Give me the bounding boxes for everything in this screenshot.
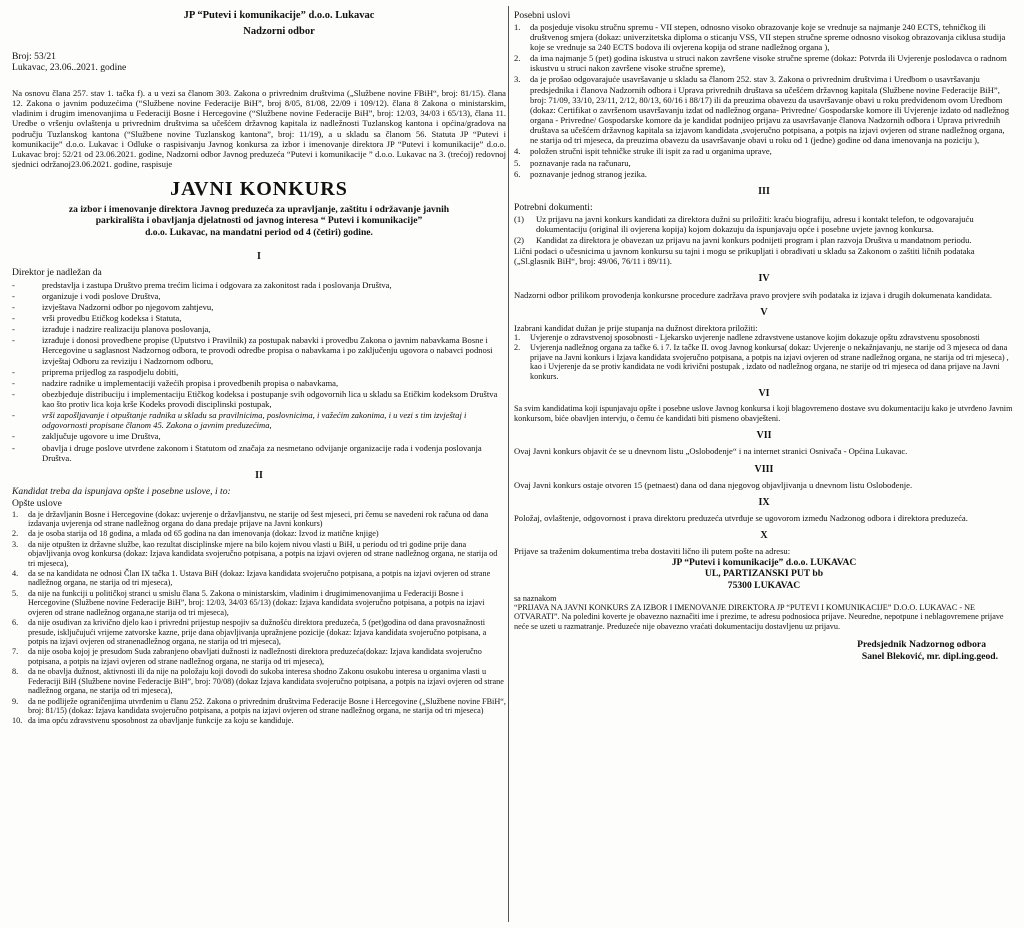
section-heading-7: VII [756, 430, 772, 442]
list-item: (1) Uz prijavu na javni konkurs kandidati za direktora dužni su priložiti: kraću biografiju, adresu i kontakt telefon, te odgovarajuću dokumentaciju (original ili ovjerena kopija) kojom dokazuju da ispunjavaju opće i posebne uvjete javnog konkursa. [514, 213, 974, 234]
list-item: 1. da je državljanin Bosne i Hercegovine (dokaz: uvjerenje o državljanstvu, ne starije od šest mjeseci, pri čemu se navedeni rok računa od dana izdavanja uvjerenja od strane nadležnog organa do dana predaje prijave na Javni konkurs) [12, 509, 489, 528]
section-heading-10: X [760, 530, 768, 542]
section-heading-5: V [760, 306, 768, 318]
section-9-text: Položaj, ovlaštenje, odgovornost i prava direktoru preduzeća utvrđuje se ugovorom između Nadzonog odbora i direktora preduzeća. [514, 513, 968, 524]
list-item: - izrađuje i donosi provedbene propise (Uputstvo i Pravilnik) za postupak nabavki i provedbu Zakona o javnim nabavkama Bosne i Hercegovine u saglasnost Nadzornog odbora, te provodi odredbe propisa o nabavkama i po zaključenju ugovora o nabavci podnosi izvještaj Odboru za reviziju i Nadzornom odboru, [12, 335, 506, 365]
list-item: 5. poznavanje rada na računaru, [514, 157, 631, 168]
signature-name: Sanel Bleković, mr. dipl.ing.geod. [861, 651, 998, 663]
document-number: Broj: 53/21 [12, 50, 56, 62]
special-conditions-list [514, 22, 1014, 179]
conditions-intro: Kandidat treba da ispunjava opšte i posebne uslove, i to: [12, 486, 231, 498]
general-conditions-heading: Opšte uslove [12, 497, 62, 509]
list-item: - priprema prijedlog za raspodjelu dobiti, [12, 367, 506, 377]
list-item: - nadzire radnike u implementaciji važećih propisa i provedbenih propisa o nabavkama, [12, 378, 506, 388]
subtitle-line1: za izbor i imenovanje direktora Javnog preduzeća za upravljanje, zaštitu i održavanje javnih parkirališta i obavljanja djelatnosti od javnog interesa “ Putevi i komunikacije” [68, 203, 450, 227]
section-heading-9: IX [758, 496, 770, 508]
privacy-note: Lični podaci o učesnicima u javnom konkursu su tajni i mogu se prikupljati i obrađivati u skladu sa Zakonom o zaštiti ličnih podataka („Sl.glasnik BiH“, broj: 49/06, 76/11 i 89/11). [514, 246, 975, 267]
list-item: - izvještava Nadzorni odbor po njegovom zahtjevu, [12, 302, 506, 312]
section-heading-1: I [257, 250, 261, 262]
documents-list [514, 214, 1014, 245]
section-5-list [514, 333, 1014, 381]
left-column [12, 10, 506, 727]
list-item: - vrši provedbu Etičkog kodeksa i Statuta, [12, 313, 506, 323]
signature-title: Predsjednik Nadzornog odbora [857, 639, 986, 651]
section-7-text: Ovaj Javni konkurs objavit će se u dnevnom listu „Oslobođenje“ i na internet stranici Osnivača - Općina Lukavac. [514, 446, 908, 457]
special-conditions-heading: Posebni uslovi [514, 10, 571, 21]
list-item: - obezbjeđuje distribuciju i implementaciju Etičkog kodeksa i postupanje svih odgovornih lica u skladu sa Etičkim kodeksom Društva kao što protiv lica koja krše Kodeks provodi disciplinski postupak, [12, 389, 506, 409]
list-item: 1. Uvjerenje o zdravstvenoj sposobnosti - Ljekarsko uvjerenje nadlene zdravstvene ustanove kojim dokazuje opštu zdravstvenu sposobnosti [514, 333, 980, 343]
document-date: Lukavac, 23.06..2021. godine [12, 62, 127, 74]
list-item: 9. da ne podliježe ograničenjima utvrđenim u članu 252. Zakona o privrednim društvima Federacije Bosne i Hercegovine („Službene novine FBiH“, broj: 81/15) (dokaz: Izjava kandidata svojeručno potpisana, a potpis na izjavi ovjeren od strane nadležnog organa, ne starija od tri mjeseca) [12, 696, 506, 715]
section-8-text: Ovaj Javni konkurs ostaje otvoren 15 (petnaest) dana od dana njegovog objavljivanja u dnevnom listu Oslobođenje. [514, 479, 913, 490]
note-text: “PRIJAVA NA JAVNI KONKURS ZA IZBOR I IMENOVANJE DIREKTORA JP “PUTEVI I KOMUNIKACIJE” D.O.O. LUKAVAC - NE OTVARATI”. Na poleđini koverte je obavezno naznačiti ime i prezime, te adresu podnosioca prijave. Neuredne, nepotpune i neblagovremene prijave neće se uzeti u razmatranje. Preduzeće nije obavezno vraćati dokumentaciju dostavljenu uz prijavu. [514, 603, 1004, 631]
list-item: 2. Uvjerenja nadležnog organa za tačke 6. i 7. Iz tačke II. ovog Javnog konkursa( dokaz: Uvjerenje o nekažnjavanju, ne starije od 3 mjeseca od dana prijave na Javni konkurs i Izjava kandidata svojeručno potpisana, a potpis na izjavi ovjeren od strane nadležnog organa, ne starija od tri mjeseca) , kao i Uvjerenje da se protiv kandidata ne vodi krivični postupak , izdato od nadležnog organa, ne starije od tri mjeseca od dana prijave na Javni konkurs. [514, 343, 1009, 381]
right-column [514, 10, 1014, 666]
list-item: 8. da ne obavlja dužnost, aktivnosti ili da nije na položaju koji dovodi do sukoba interesa shodno Zakonu osukobu interesa u organima vlasti u Federaciji BiH (Službene novine Federacije BiH”, broj: 70/08) (dokaz Izjava kandidata svojeručno potpisana, a potpis na izjavi ovjeren od strane nadležnog organa, ne starija od tri mjeseca), [12, 667, 504, 696]
section-heading-2: II [255, 469, 263, 481]
address-line1: JP “Putevi i komunikacije” d.o.o. LUKAVAC [671, 556, 857, 568]
section-4-text: Nadzorni odbor prilikom provođenja konkursne procedure zadržava pravo provjere svih podataka iz izjava i drugih dokumenata kandidata. [514, 289, 992, 300]
list-item: 4. položen stručni ispit tehničke struke ili ispit za rad u organima uprave, [514, 146, 772, 157]
list-item: - organizuje i vodi poslove Društva, [12, 291, 506, 301]
page-title: JAVNI KONKURS [170, 178, 348, 201]
list-item: - vrši zapošljavanje i otpuštanje radnika u skladu sa pravilnicima, poslovnicima, i važećim zakonima, i u vezi s tim izvještaj i odgovornosti propisane članom 45. Zakona o javnim preduzećima, [12, 410, 506, 430]
section-6-text: Sa svim kandidatima koji ispunjavaju opšte i posebne uslove Javnog konkursa i koji blagovremeno dostave svu dokumentaciju kako je utvrđeno Javnim konkursom, biće obavljen intervju, o čemu će kandidati biti pismeno obavješteni. [514, 404, 1013, 423]
list-item: 6. da nije osuđivan za krivično djelo kao i privredni prijestup nespojiv sa dužnošću direktora preduzeća, 5 (pet)godina od dana pravosnažnosti presude, isključujući vrijeme zatvorske kazne, prije dana objavljivanja upražnjene pozicije (dokaz: Izjava kandidata svojeručno potpisana, a potpis na izjavi ovjeren od stranenadležnog organa, ne starija od tri mjeseca), [12, 618, 487, 646]
section-heading-3: III [758, 185, 770, 197]
list-item: 10. da ima opću zdravstvenu sposobnost za obavljanje funkcije za koju se kandiduje. [12, 716, 294, 726]
list-item: 5. da nije na funkciji u političkoj stranci u smislu člana 5. Zakona o ministarskim, vladinim i drugimimenovanjima u Federaciji Bosne i Hercegovine (Službene novine Federacije BiH”, broj: 12/03, 34/03 65/13) (dokaz: Izjava kandidata svojeručno potpisana, a potpis na izjavi ovjeren od strane nadležnog organa,ne starija od tri mjeseca), [12, 588, 485, 617]
list-item: 4. da se na kandidata ne odnosi Član IX tačka 1. Ustava BiH (dokaz: Izjava kandidata svojeručno potpisana, a potpis na izjavi ovjeren od strane nadležnog organa, ne starija od tri mjeseca), [12, 569, 491, 588]
address-line2: UL, PARTIZANSKI PUT bb [704, 568, 824, 580]
general-conditions-list [12, 510, 506, 726]
note-label: sa naznakom [514, 593, 557, 603]
duties-intro: Direktor je nadležan da [12, 266, 102, 278]
section-heading-4: IV [758, 273, 770, 285]
list-item: 1. da posjeduje visoku stručnu spremu - VII stepen, odnosno visoko obrazovanje koje se vrednuje sa najmanje 240 ECTS, tehničkog ili društvenog smjera (dokaz: univerzitetska diploma o sticanju VSS, VII stepen stručne spreme odnosno visokog obrazovanja ciklusa studija koje se vrednuje sa 240 ECTS bodova ili ovjerena kopija od strane nadležnog organa ), [514, 21, 1006, 52]
section-10-intro: Prijave sa traženim dokumentima treba dostaviti lično ili putem pošte na adresu: [514, 546, 791, 557]
list-item: 7. da nije osoba kojoj je presudom Suda zabranjeno obavljati dužnosti iz nadležnosti direktora preduzeća(dokaz: Izjava kandidata svojeručno potpisana, a potpis na izjavi ovjeren od strane nadležnog organa, ne starija od tri mjeseca), [12, 647, 482, 666]
section-5-intro: Izabrani kandidat dužan je prije stupanja na dužnost direktora priložiti: [514, 322, 758, 333]
list-item: 2. da ima najmanje 5 (pet) godina iskustva u struci nakon završene visoke stručne spreme (dokaz: Potvrda ili Uvjerenje poslodavca o radnom iskustvu u struci nakon završene visoke stručne spreme), [514, 53, 1007, 74]
list-item: - izrađuje i nadzire realizaciju planova poslovanja, [12, 324, 506, 334]
column-divider [508, 6, 509, 922]
board-name: Nadzorni odbor [243, 25, 315, 37]
list-item: 6. poznavanje jednog stranog jezika. [514, 168, 647, 179]
section-heading-6: VI [758, 388, 770, 400]
company-name: JP “Putevi i komunikacije” d.o.o. Lukavac [183, 10, 375, 21]
list-item: (2) Kandidat za direktora je obavezan uz prijavu na javni konkurs podnijeti program i plan razvoja Društva u mandatnom periodu. [514, 234, 972, 245]
duties-list [12, 280, 506, 463]
list-item: 3. da nije otpušten iz državne službe, kao rezultat disciplinske mjere na bilo kojem nivou vlasti u BiH, u periodu od tri godine prije dana objavljivanja ovog konkursa (dokaz: Izjava kandidata svojeručno potpisana, a potpis na izjavi ovjeren od strane nadležnog organa, ne starija od tri mjeseca), [12, 539, 498, 568]
address-line3: 75300 LUKAVAC [727, 579, 801, 591]
list-item: 3. da je prošao odgovarajuće usavršavanje u skladu sa članom 252. stav 3. Zakona o privrednim društvima i Uredbom o usavršavanju predsjednika i članova Nadzornih odbora i Uprava privrednih društava sa učešćem državnog kapitala (Službene novine Federacije BiH”, broj: 71/09, 33/10, 23/11, 2/12, 80/13, 60/16 i 88/17) ili da preuzima obavezu da usavršavanje obavi u roku predviđenom ovom Uredbom (dokaz: Certifikat o završenom usavršavanju izdat od nadležnog organa- Privredne/ Gospodarske komore ili Uvjerenje izdato od nadležnog organa - Privredne/ Gospodarske komore da je kandidat podnijeo prijavu za usavršavanje članova Nadzornih odbora i Uprava privrednih društava sa učešćem državnog kapitala sa izjavom kandidata ,svojeručno potpisana, a potpis na izjavi ovjeren od strane nadležnog organa, ne starija od tri mjeseca, da preuzima obavezu da usavršavanje obavi u roku od 1 (jedne) godine od dana imenovanja na poziciju ), [514, 74, 1010, 146]
section-heading-8: VIII [754, 463, 774, 475]
list-item: - predstavlja i zastupa Društvo prema trećim licima i odgovara za zakonitost rada i poslovanja Društva, [12, 280, 506, 290]
list-item: - zaključuje ugovore u ime Društva, [12, 431, 506, 441]
list-item: - obavlja i druge poslove utvrđene zakonom i Statutom od značaja za nesmetano odvijanje organizacije rada i vođenja poslovanja Društva. [12, 443, 506, 463]
list-item: 2. da je osoba starija od 18 godina, a mlađa od 65 godina na dan imenovanja (dokaz: Izvod iz matične knjige) [12, 529, 379, 539]
subtitle-line2: d.o.o. Lukavac, na mandatni period od 4 (četiri) godine. [145, 226, 373, 238]
intro-paragraph: Na osnovu člana 257. stav 1. tačka f). a u vezi sa članom 303. Zakona o privrednim društvima („Službene novine FBiH“, broj: 81/15). člana 12. Zakona o javnim poduzećima (“Službene novine Federacije BiH”, broj 8/05, 81/08, 22/09 i 109/12). člana 8 Zakona o ministarskim, vladinim i drugim imenovanjima u Federaciji Bosne i Hercegovine (“Službene novine Federacije BiH”, broj: 12/03, 34/03 i 65/13), člana 11. Uredbe o vršenju ovlaštenja u privrednim društvima sa učešćem državnog kapitala iz nadležnosti Tuzlanskog kantona i općina/gradova na području Tuzlanskog kantona (“Službene novine Tuzlanskog kantona”, broj: 11/19), a u skladu sa članom 56. Statuta JP “Putevi i komunikacije” d.o.o. Lukavac i Odluke o raspisivanju Javnog konkursa za izbor i imenovanje direktora JP “Putevi i komunikacije” d.o.o. Lukavac broj: 52/21 od 23.06.2021. godine, Nadzorni odbor Javnog preduzeća “Putevi i komunikacije ” d.o.o. Lukavac na 3. (trećoj) redovnoj sjednici održanoj23.06.2021. godine, raspisuje [12, 88, 506, 169]
documents-heading: Potrebni dokumenti: [514, 202, 593, 213]
